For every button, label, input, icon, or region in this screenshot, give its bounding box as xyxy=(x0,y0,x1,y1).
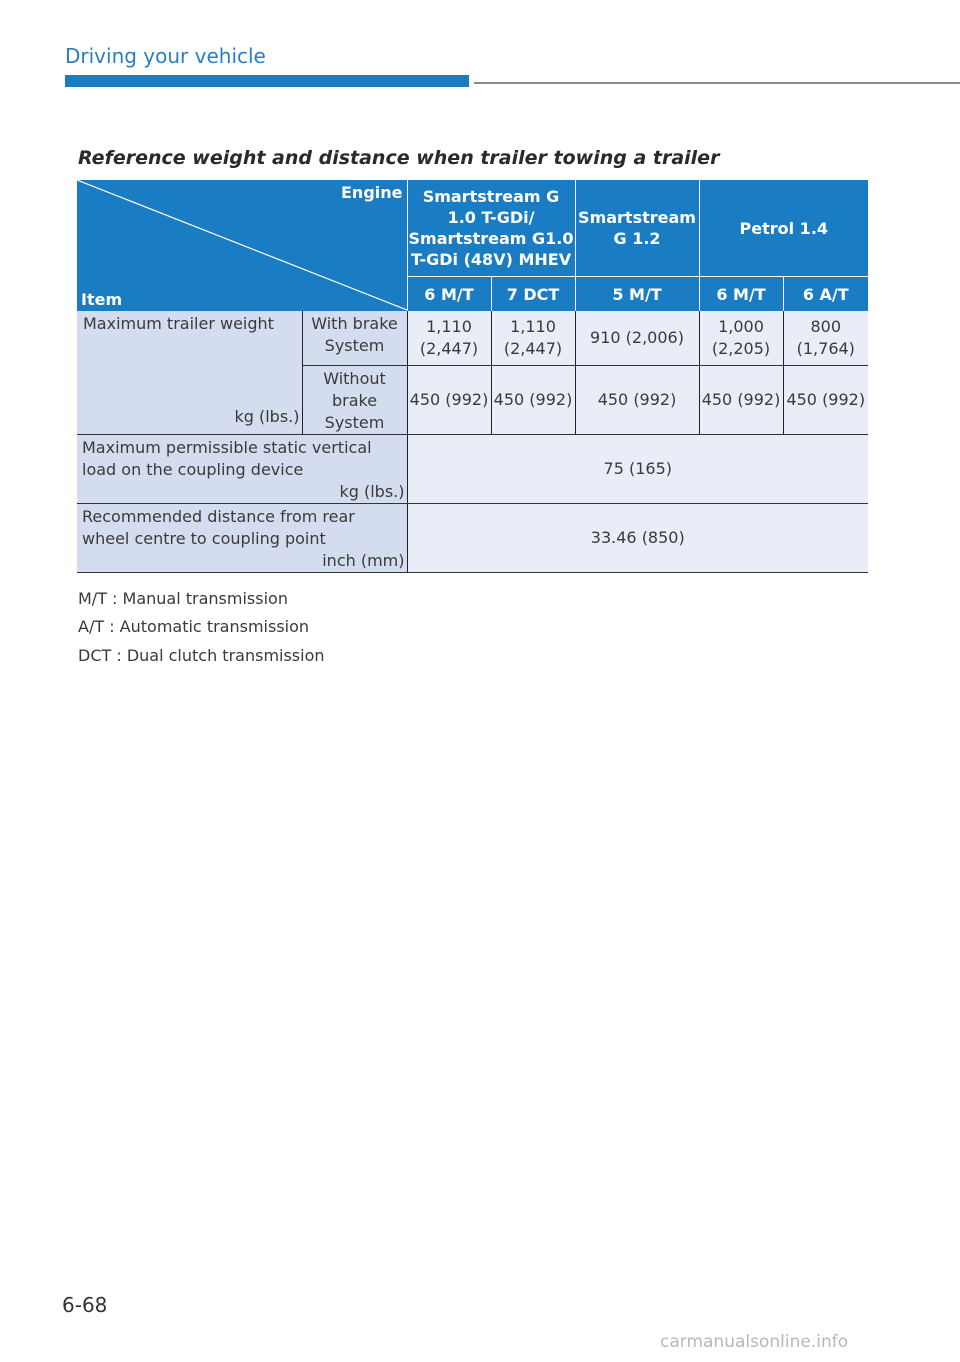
note-mt: M/T : Manual transmission xyxy=(78,589,288,608)
table-cell: 450 (992) xyxy=(575,366,699,435)
trailer-weight-unit: kg (lbs.) xyxy=(234,407,300,426)
transmission-header: 6 M/T xyxy=(699,277,783,312)
trailer-spec-table xyxy=(77,180,868,573)
header-rule-thin xyxy=(474,82,960,84)
corner-item-label: Item xyxy=(81,290,123,309)
transmission-header: 6 A/T xyxy=(783,277,868,312)
transmission-header: 7 DCT xyxy=(491,277,575,312)
table-cell: 450 (992) xyxy=(783,366,868,435)
page-heading: Reference weight and distance when trailer towing a trailer xyxy=(78,147,720,169)
table-cell: 450 (992) xyxy=(699,366,783,435)
table-corner-header xyxy=(77,180,407,311)
static-load-label: Maximum permissible static vertical load on the coupling device xyxy=(82,438,372,479)
static-load-label-cell xyxy=(77,435,407,504)
section-title: Driving your vehicle xyxy=(65,44,266,68)
transmission-header: 5 M/T xyxy=(575,277,699,312)
distance-unit: inch (mm) xyxy=(322,551,405,570)
static-load-value: 75 (165) xyxy=(407,435,868,504)
table-cell: 1,110 (2,447) xyxy=(491,311,575,366)
note-dct: DCT : Dual clutch transmission xyxy=(78,646,325,665)
table-cell: 450 (992) xyxy=(407,366,491,435)
note-at: A/T : Automatic transmission xyxy=(78,617,310,636)
with-brake-label: With brake System xyxy=(302,311,407,366)
corner-engine-label: Engine xyxy=(341,183,403,202)
engine-header-1: Smartstream G 1.0 T-GDi/ Smartstream G1.0 T-GDi (48V) MHEV xyxy=(407,180,575,277)
engine-header-3: Petrol 1.4 xyxy=(699,180,868,277)
transmission-header: 6 M/T xyxy=(407,277,491,312)
distance-value: 33.46 (850) xyxy=(407,504,868,573)
distance-label-cell xyxy=(77,504,407,573)
page-number: 6-68 xyxy=(62,1293,108,1317)
table-cell: 1,110 (2,447) xyxy=(407,311,491,366)
distance-label: Recommended distance from rear wheel centre to coupling point xyxy=(82,507,355,548)
table-cell: 910 (2,006) xyxy=(575,311,699,366)
engine-header-2: Smartstream G 1.2 xyxy=(575,180,699,277)
table-cell: 800 (1,764) xyxy=(783,311,868,366)
table-cell: 450 (992) xyxy=(491,366,575,435)
without-brake-label: Without brake System xyxy=(302,366,407,435)
watermark: carmanualsonline.info xyxy=(660,1332,849,1352)
trailer-weight-label-cell xyxy=(77,311,302,435)
static-load-unit: kg (lbs.) xyxy=(339,482,405,501)
trailer-weight-label: Maximum trailer weight xyxy=(83,314,274,333)
header-rule-accent xyxy=(65,75,469,87)
table-cell: 1,000 (2,205) xyxy=(699,311,783,366)
